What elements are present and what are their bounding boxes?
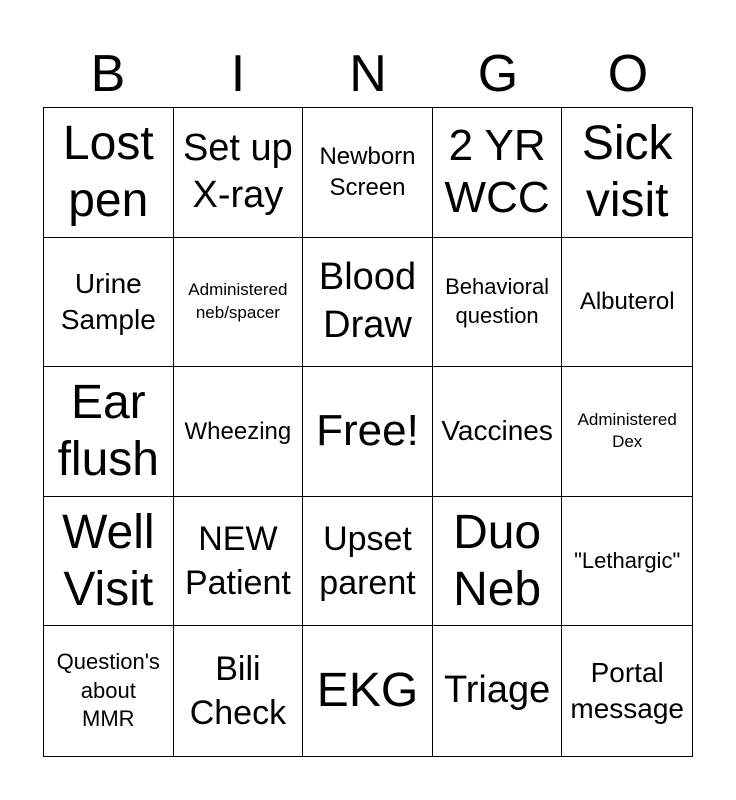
bingo-cell-r4c5[interactable]: "Lethargic" (562, 497, 692, 627)
bingo-cell-r4c3[interactable]: Upset parent (303, 497, 433, 627)
bingo-cell-r5c5[interactable]: Portal message (570, 656, 684, 725)
bingo-board (43, 107, 693, 757)
header-letter-o: O (607, 45, 649, 103)
bingo-cell-r3c1[interactable]: Ear flush (44, 367, 174, 497)
header-letter-n: N (349, 45, 387, 103)
bingo-cell-r5c3[interactable]: EKG (303, 626, 433, 756)
bingo-cell-r5c1[interactable]: Question's about MMR (44, 626, 174, 756)
bingo-cell-r5c4[interactable]: Triage (433, 626, 563, 756)
bingo-cell-r2c5[interactable]: Albuterol (562, 238, 692, 368)
bingo-cell-r3c3[interactable]: Free! (303, 367, 433, 497)
bingo-cell-r2c3[interactable]: Blood Draw (303, 238, 433, 368)
header-letter-b: B (90, 45, 126, 103)
bingo-header (43, 44, 693, 104)
bingo-cell-r1c1[interactable]: Lost pen (44, 108, 174, 238)
header-letter-g: G (477, 45, 519, 103)
bingo-cell-r1c5[interactable]: Sick visit (562, 108, 692, 238)
bingo-cell-r1c3[interactable]: Newborn Screen (303, 108, 433, 238)
header-letter-i: I (230, 45, 246, 103)
bingo-cell-r2c2[interactable]: Administered neb/spacer (174, 238, 304, 368)
bingo-cell-r3c2[interactable]: Wheezing (174, 367, 304, 497)
bingo-cell-r4c1[interactable]: Well Visit (44, 497, 174, 627)
bingo-cell-r5c2[interactable]: Bili Check (174, 626, 304, 756)
bingo-cell-r4c2[interactable]: NEW Patient (174, 497, 304, 627)
bingo-cell-r1c4[interactable]: 2 YR WCC (433, 108, 563, 238)
bingo-cell-r2c1[interactable]: Urine Sample (44, 238, 174, 368)
bingo-cell-r2c4[interactable]: Behavioral question (433, 238, 563, 368)
bingo-cell-r3c5[interactable]: Administered Dex (562, 367, 692, 497)
bingo-cell-r1c2[interactable]: Set up X-ray (174, 108, 304, 238)
bingo-cell-r3c4[interactable]: Vaccines (433, 367, 563, 497)
bingo-cell-r4c4[interactable]: Duo Neb (433, 497, 563, 627)
